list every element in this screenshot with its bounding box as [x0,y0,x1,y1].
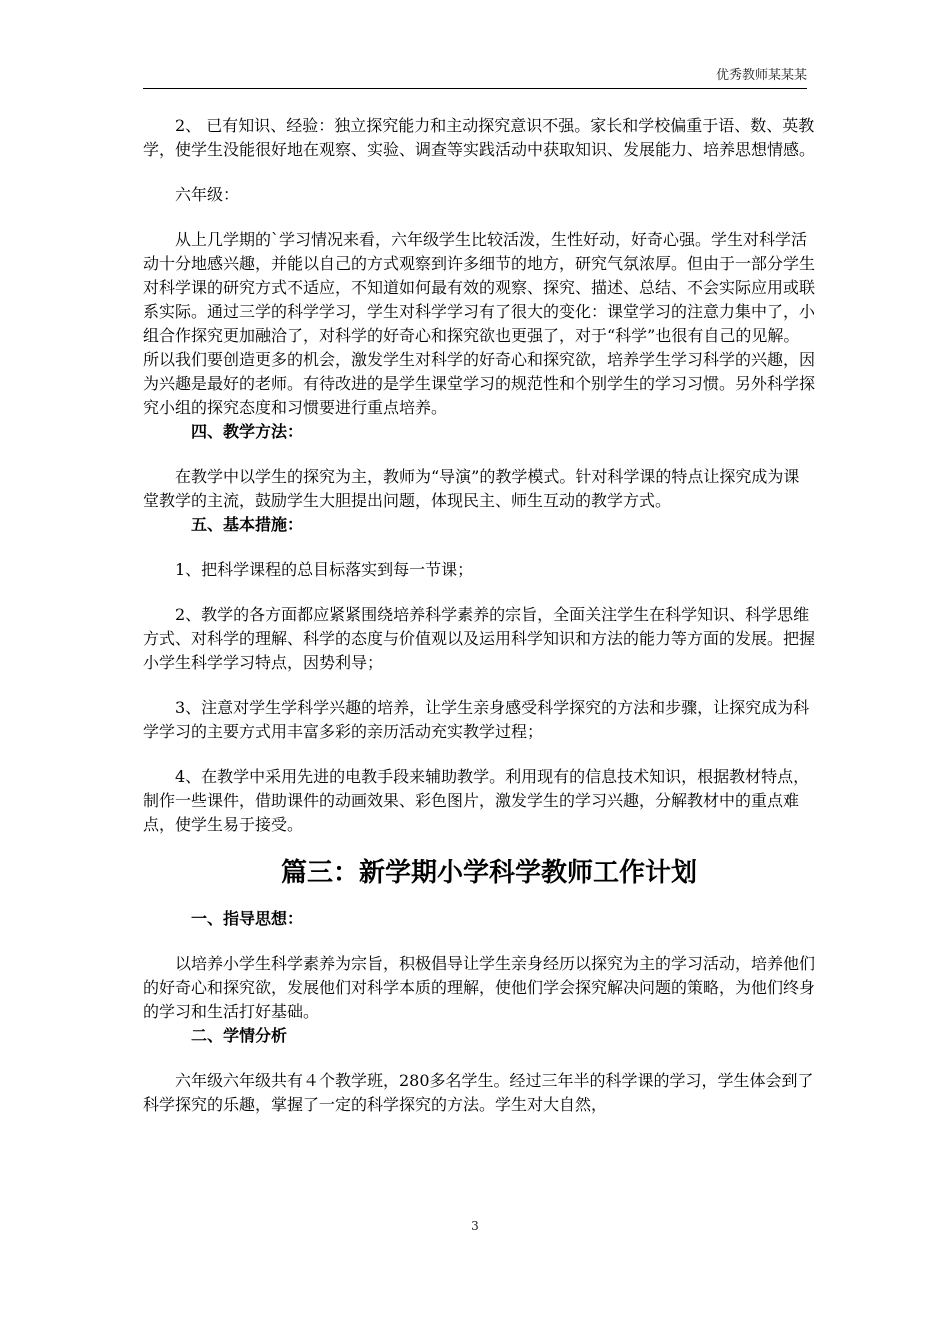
paragraph-measure-3: 3、注意对学生学科学兴趣的培养，让学生亲身感受科学探究的方法和步骤，让探究成为科学学习的主要方式用丰富多彩的亲历活动充实教学过程； [143,698,810,741]
heading-teaching-method: 四、教学方法： [191,422,304,441]
paragraph-knowledge-experience: 2、 已有知识、经验：独立探究能力和主动探究意识不强。家长和学校偏重于语、数、英教学，使学生没能很好地在观察、实验、调查等实践活动中获取知识、发展能力、培养思想情感。 [143,116,816,159]
heading-basic-measures: 五、基本措施： [191,515,304,534]
header-author: 优秀教师某某某 [715,68,807,83]
paragraph-guiding-ideology: 以培养小学生科学素养为宗旨，积极倡导让学生亲身经历以探究为主的学习活动，培养他们的好奇心和探究欲，发展他们对科学本质的理解，使他们学会探究解决问题的策略，为他们终身的学习和生活打好基础。 [143,954,816,1021]
heading-guiding-ideology: 一、指导思想： [191,909,304,928]
paragraph-grade-six-label: 六年级： [175,185,240,204]
paragraph-measure-2: 2、教学的各方面都应紧紧围绕培养科学素养的宗旨，全面关注学生在科学知识、科学思维方式、对科学的理解、科学的态度与价值观以及运用科学知识和方法的能力等方面的发展。把握小学生科学学习特点，因势利导； [143,605,816,672]
paragraph-measure-4: 4、在教学中采用先进的电教手段来辅助教学。利用现有的信息技术知识，根据教材特点，制作一些课件，借助课件的动画效果、彩色图片，激发学生的学习兴趣，分解教材中的重点难点，使学生易于接受。 [143,767,810,834]
page-content [143,114,815,1117]
paragraph-teaching-method: 在教学中以学生的探究为主，教师为“导演”的教学模式。针对科学课的特点让探究成为课堂教学的主流，鼓励学生大胆提出问题，体现民主、师生互动的教学方式。 [143,467,800,510]
section-title: 篇三：新学期小学科学教师工作计划 [280,858,697,888]
paragraph-learning-analysis: 六年级六年级共有４个教学班，280多名学生。经过三年半的科学课的学习，学生体会到了科学探究的乐趣，掌握了一定的科学探究的方法。学生对大自然， [143,1071,814,1114]
page-number: 3 [471,1219,479,1233]
page-header [143,64,807,89]
heading-learning-analysis: 二、学情分析 [191,1026,288,1045]
paragraph-measure-1: 1、把科学课程的总目标落实到每一节课； [175,560,474,579]
paragraph-grade-six-analysis: 从上几学期的`学习情况来看，六年级学生比较活泼，生性好动，好奇心强。学生对科学活动十分地感兴趣，并能以自己的方式观察到许多细节的地方，研究气氛浓厚。但由于一部分学生对科学课的研究方式不适应，不知道如何最有效的观察、探究、描述、总结、不会实际应用或联系实际。通过三学的科学学习，学生对科学学习有了很大的变化：课堂学习的注意力集中了，小组合作探究更加融洽了，对科学的好奇心和探究欲也更强了，对于“科学”也很有自己的见解。所以我们要创造更多的机会，激发学生对科学的好奇心和探究欲，培养学生学习科学的兴趣，因为兴趣是最好的老师。有待改进的是学生课堂学习的规范性和个别学生的学习习惯。另外科学探究小组的探究态度和习惯要进行重点培养。 [143,230,816,417]
